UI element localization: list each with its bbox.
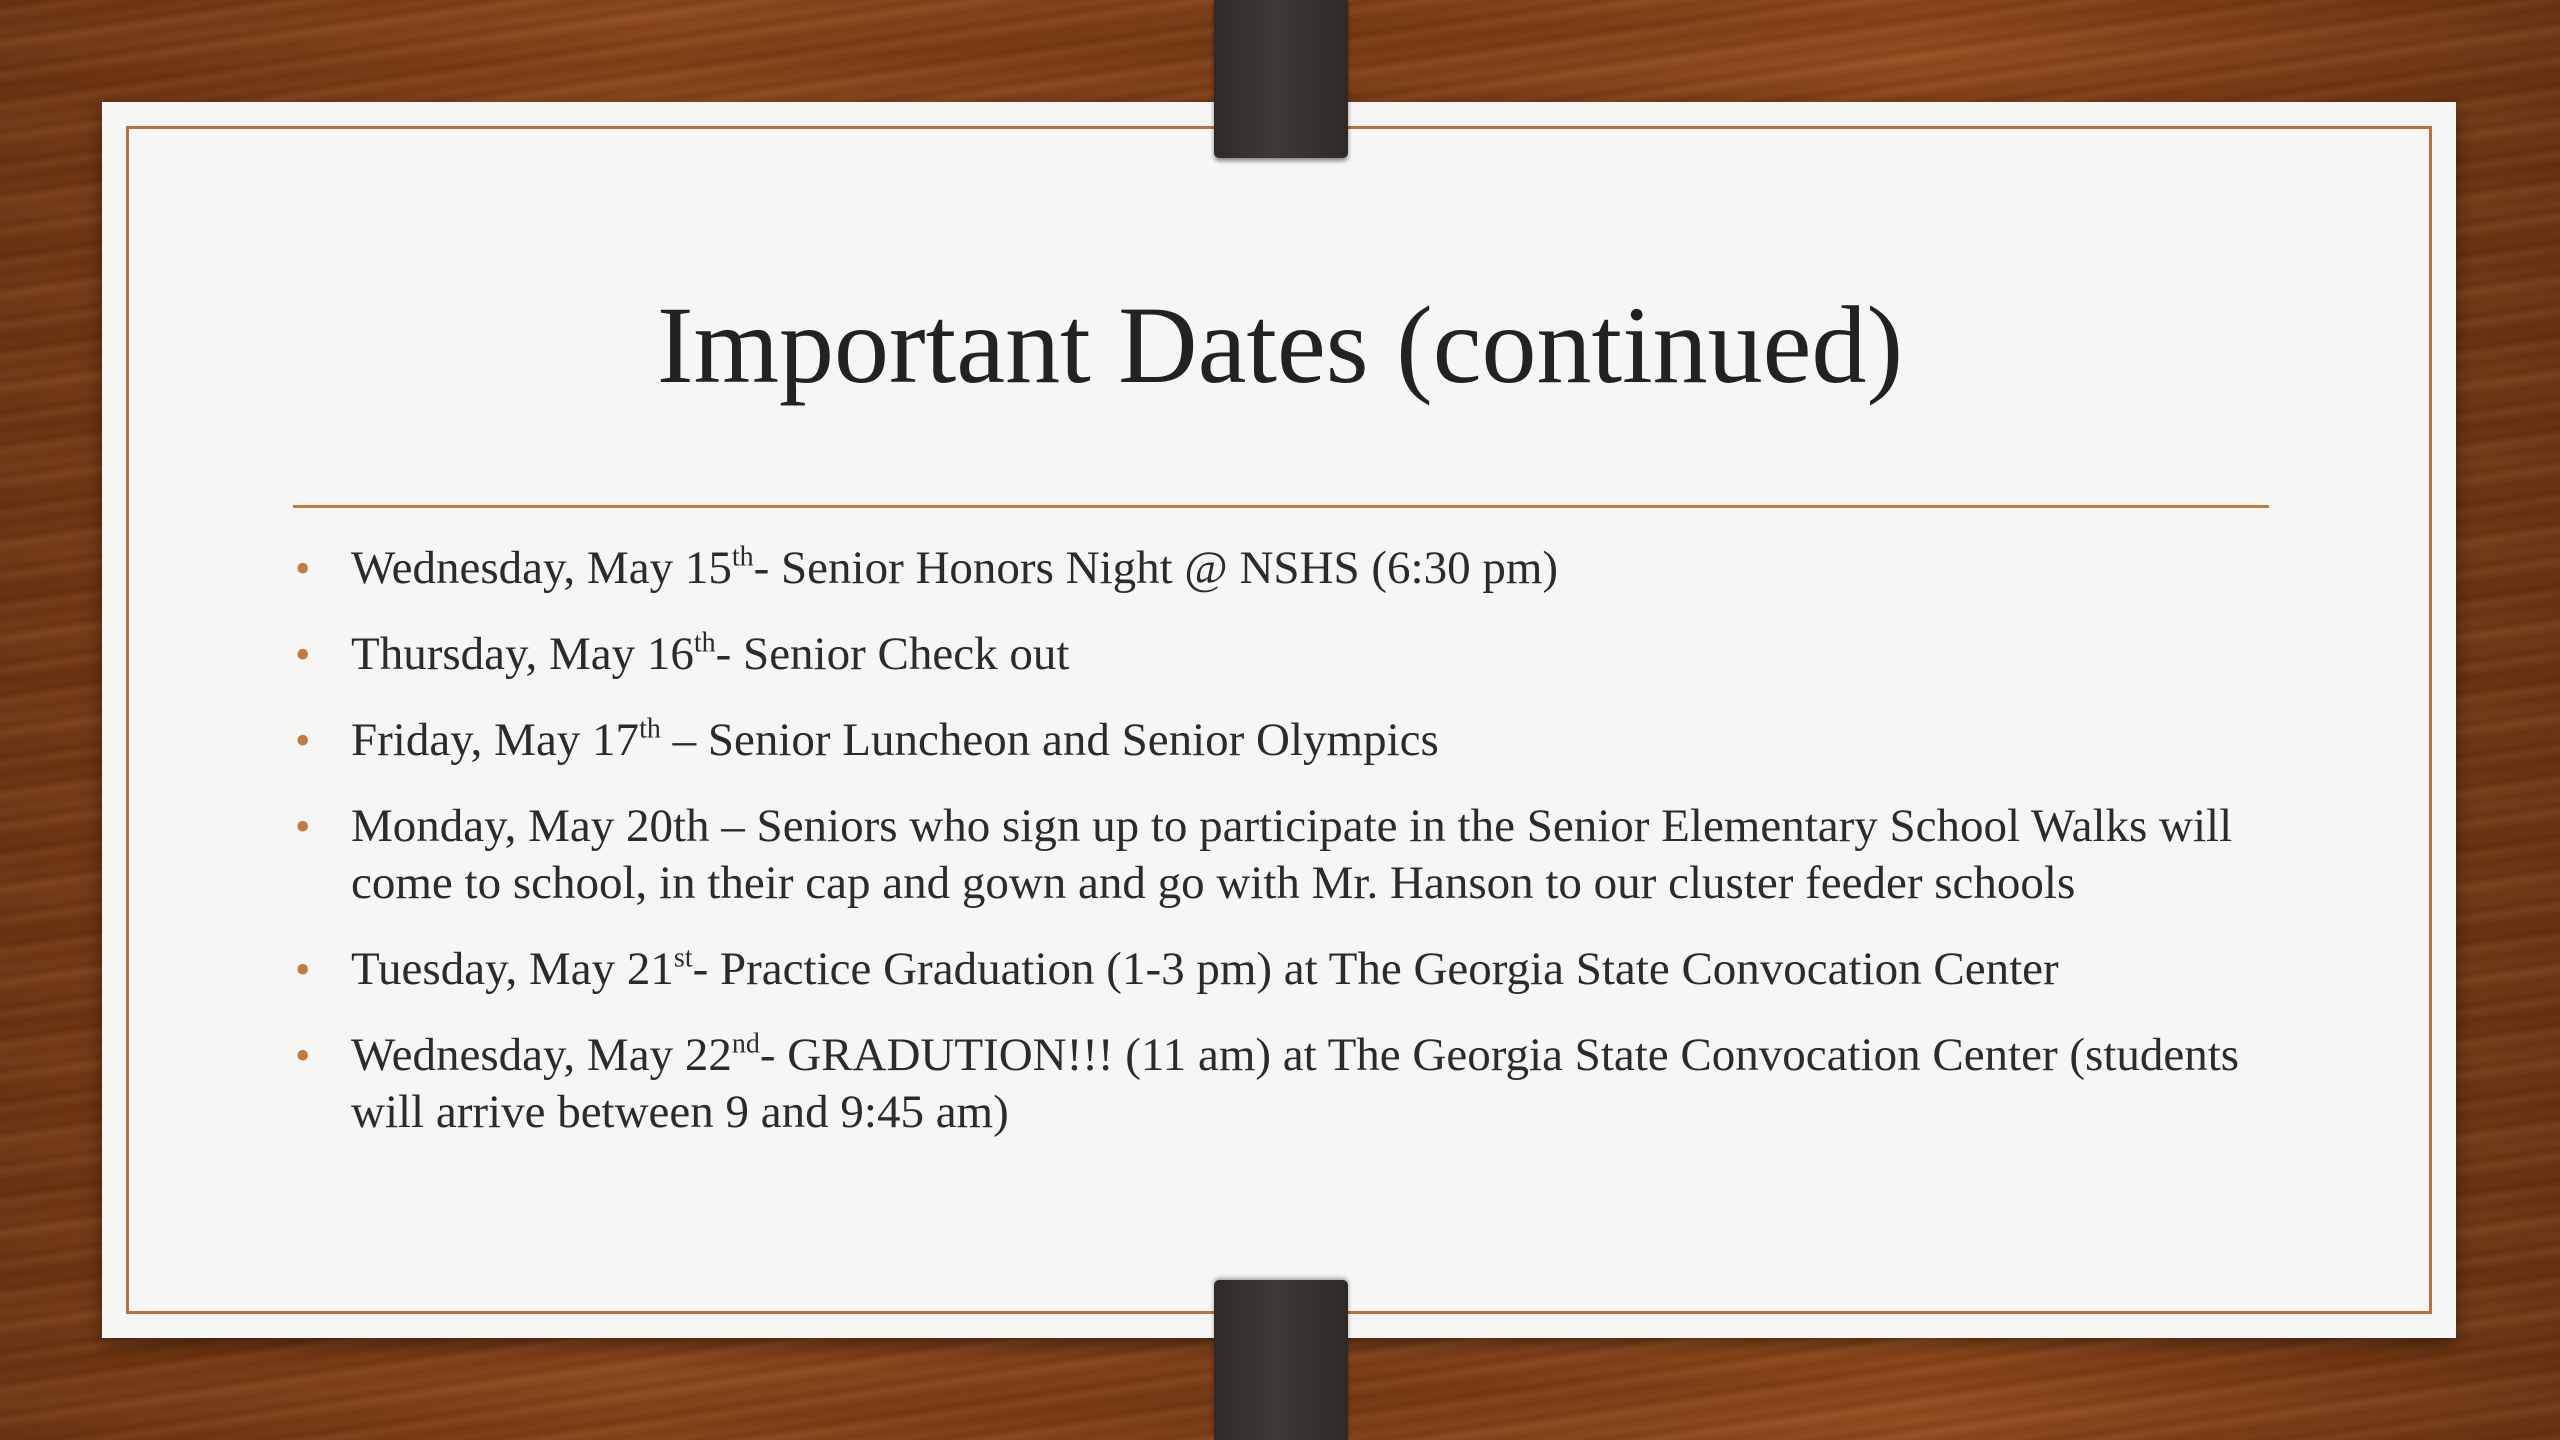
title-divider <box>293 505 2269 508</box>
bullet-dot-icon: • <box>295 544 311 593</box>
bullet-dot-icon: • <box>295 945 311 994</box>
binder-clip-top <box>1214 0 1348 158</box>
list-item: • Monday, May 20th – Seniors who sign up to participate in the Senior Elementary School Walks will come to school, in their cap and gown and go with Mr. Hanson to our cluster feeder schools <box>295 800 2233 909</box>
list-item: • Wednesday, May 15th- Senior Honors Night @ NSHS (6:30 pm) <box>293 540 2283 597</box>
bullet-dot-icon: • <box>295 630 311 679</box>
binder-clip-bottom <box>1214 1280 1348 1440</box>
dates-list <box>293 540 2283 1170</box>
slide-title: Important Dates (continued) <box>656 284 1904 406</box>
list-item: • Tuesday, May 21st- Practice Graduation (1-3 pm) at The Georgia State Convocation Center <box>293 941 2283 998</box>
bullet-dot-icon: • <box>295 716 311 765</box>
list-item: • Thursday, May 16th- Senior Check out <box>293 626 2283 683</box>
bullet-dot-icon: • <box>295 1031 311 1080</box>
list-item: • Friday, May 17th – Senior Luncheon and Senior Olympics <box>293 712 2283 769</box>
bullet-dot-icon: • <box>295 802 311 851</box>
list-item: • Wednesday, May 22nd- GRADUTION!!! (11 am) at The Georgia State Convocation Center (students will arrive between 9 and 9:45 am) <box>295 1028 2240 1138</box>
